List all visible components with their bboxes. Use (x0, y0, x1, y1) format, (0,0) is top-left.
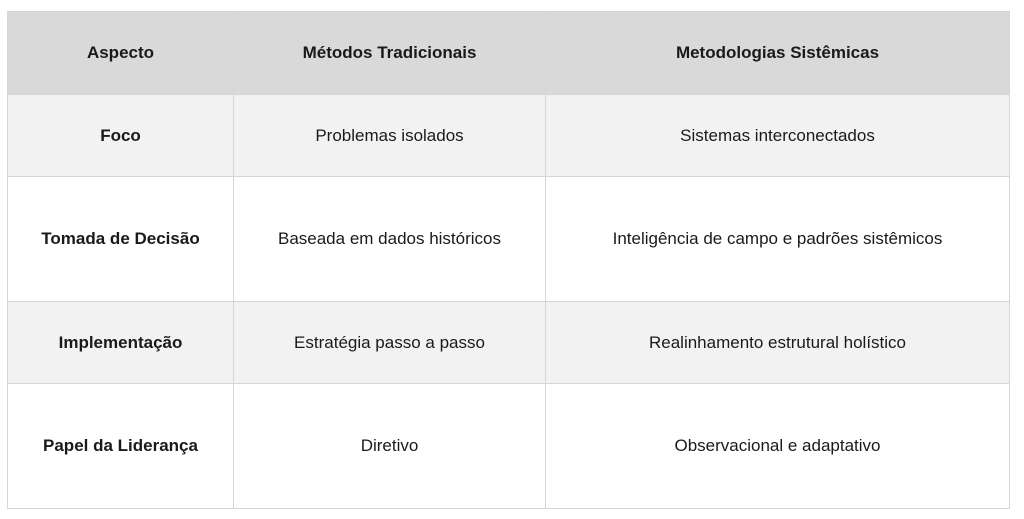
table-row (8, 95, 1010, 177)
header-cell-metodologias-sistemicas: Metodologias Sistêmicas (546, 12, 1010, 95)
header-cell-aspecto: Aspecto (8, 12, 234, 95)
row-label: Tomada de Decisão (8, 177, 234, 302)
header-cell-metodos-tradicionais: Métodos Tradicionais (234, 12, 546, 95)
table-cell: Realinhamento estrutural holístico (546, 302, 1010, 384)
row-label: Foco (8, 95, 234, 177)
comparison-table-container (7, 11, 1009, 509)
row-label: Implementação (8, 302, 234, 384)
table-cell: Inteligência de campo e padrões sistêmicos (546, 177, 1010, 302)
table-cell: Sistemas interconectados (546, 95, 1010, 177)
table-cell: Problemas isolados (234, 95, 546, 177)
table-cell: Estratégia passo a passo (234, 302, 546, 384)
row-label: Papel da Liderança (8, 384, 234, 509)
table-cell: Observacional e adaptativo (546, 384, 1010, 509)
table-body (8, 95, 1010, 509)
table-header (8, 12, 1010, 95)
table-cell: Diretivo (234, 384, 546, 509)
table-row (8, 177, 1010, 302)
header-row (8, 12, 1010, 95)
table-row (8, 302, 1010, 384)
table-row (8, 384, 1010, 509)
comparison-table (7, 11, 1010, 509)
table-cell: Baseada em dados históricos (234, 177, 546, 302)
